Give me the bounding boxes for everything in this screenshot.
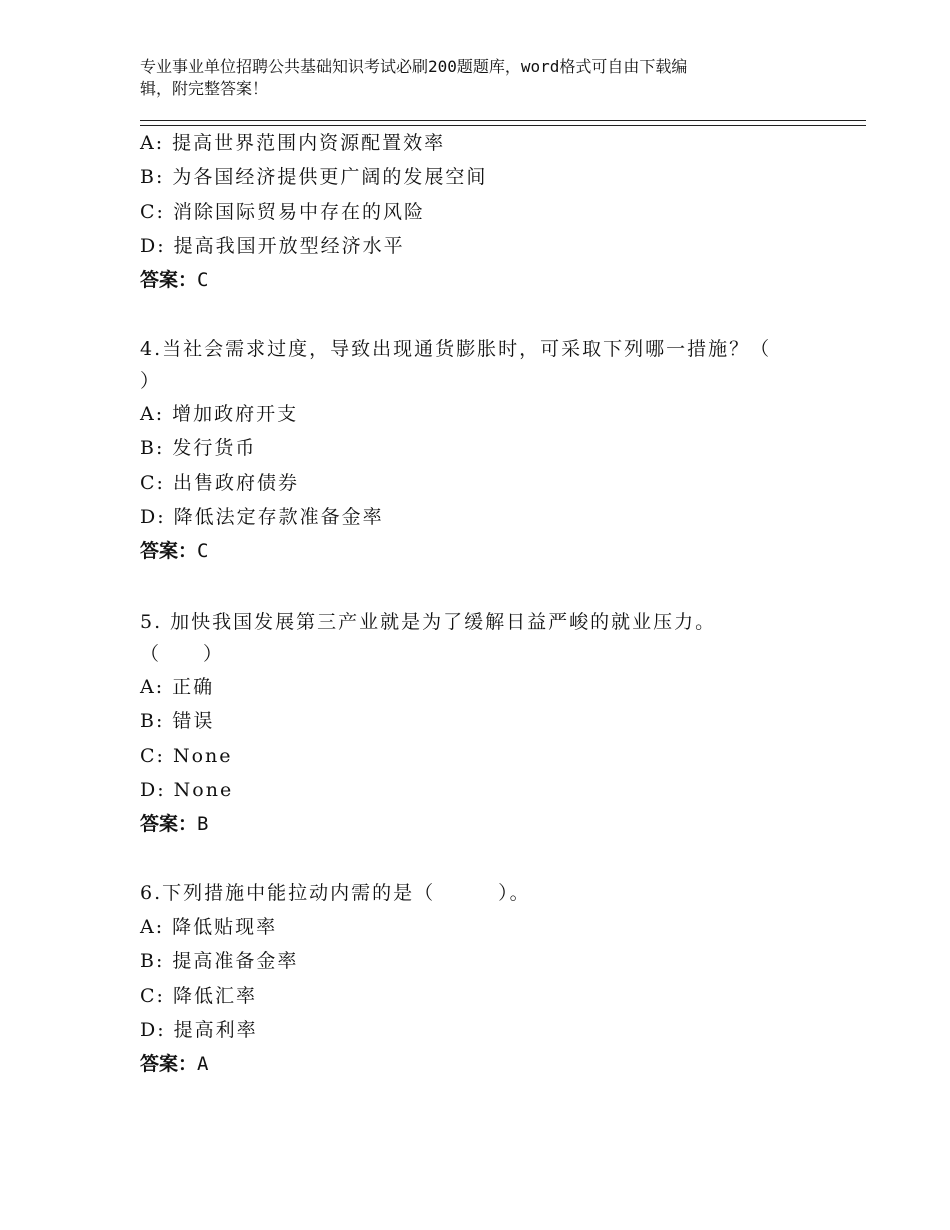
option-d: D: 提高利率: [140, 1018, 258, 1041]
question-6: [140, 877, 820, 1081]
option-d: D: 降低法定存款准备金率: [140, 505, 384, 528]
option-d: D: 提高我国开放型经济水平: [140, 234, 405, 257]
option-c: C: 出售政府债券: [140, 471, 299, 494]
answer-label: 答案：: [140, 813, 198, 836]
option-b: B: 提高准备金率: [140, 950, 299, 973]
answer-line: [140, 1047, 820, 1081]
answer-label: 答案：: [140, 269, 198, 292]
question-4: [140, 333, 820, 568]
header-line-1: 专业事业单位招聘公共基础知识考试必刷200题题库，word格式可自由下载编: [140, 57, 688, 76]
option-b: B: 发行货币: [140, 437, 257, 460]
option-c: C: 降低汇率: [140, 984, 257, 1007]
answer-value: C: [197, 269, 209, 292]
option-b: B: 为各国经济提供更广阔的发展空间: [140, 166, 488, 189]
option-a: A: 增加政府开支: [140, 403, 299, 425]
answer-value: C: [197, 540, 209, 563]
answer-line: [140, 807, 820, 841]
question-3: [140, 126, 820, 297]
answer-label: 答案：: [140, 1053, 198, 1076]
option-a: A: 正确: [140, 676, 215, 698]
answer-label: 答案：: [140, 540, 198, 563]
answer-line: [140, 534, 820, 568]
page-header: [140, 56, 800, 100]
option-c: C: 消除国际贸易中存在的风险: [140, 200, 425, 223]
answer-value: A: [197, 1053, 209, 1076]
option-a: A: 提高世界范围内资源配置效率: [140, 132, 446, 154]
answer-value: B: [197, 813, 209, 836]
question-5: [140, 606, 820, 841]
answer-line: [140, 263, 820, 297]
question-stem-line-2: ）: [140, 370, 162, 392]
option-a: A: 降低贴现率: [140, 916, 278, 938]
option-d: D: None: [140, 778, 234, 801]
question-stem-line-1: 6.下列措施中能拉动内需的是（ ）。: [140, 882, 531, 904]
option-b: B: 错误: [140, 710, 215, 733]
question-stem-line-2: （ ）: [140, 643, 225, 665]
header-line-2: 辑，附完整答案！: [140, 79, 269, 98]
question-stem-line-1: 4.当社会需求过度，导致出现通货膨胀时，可采取下列哪一措施？（: [140, 338, 772, 360]
question-stem-line-1: 5. 加快我国发展第三产业就是为了缓解日益严峻的就业压力。: [140, 611, 717, 633]
option-c: C: None: [140, 744, 233, 767]
